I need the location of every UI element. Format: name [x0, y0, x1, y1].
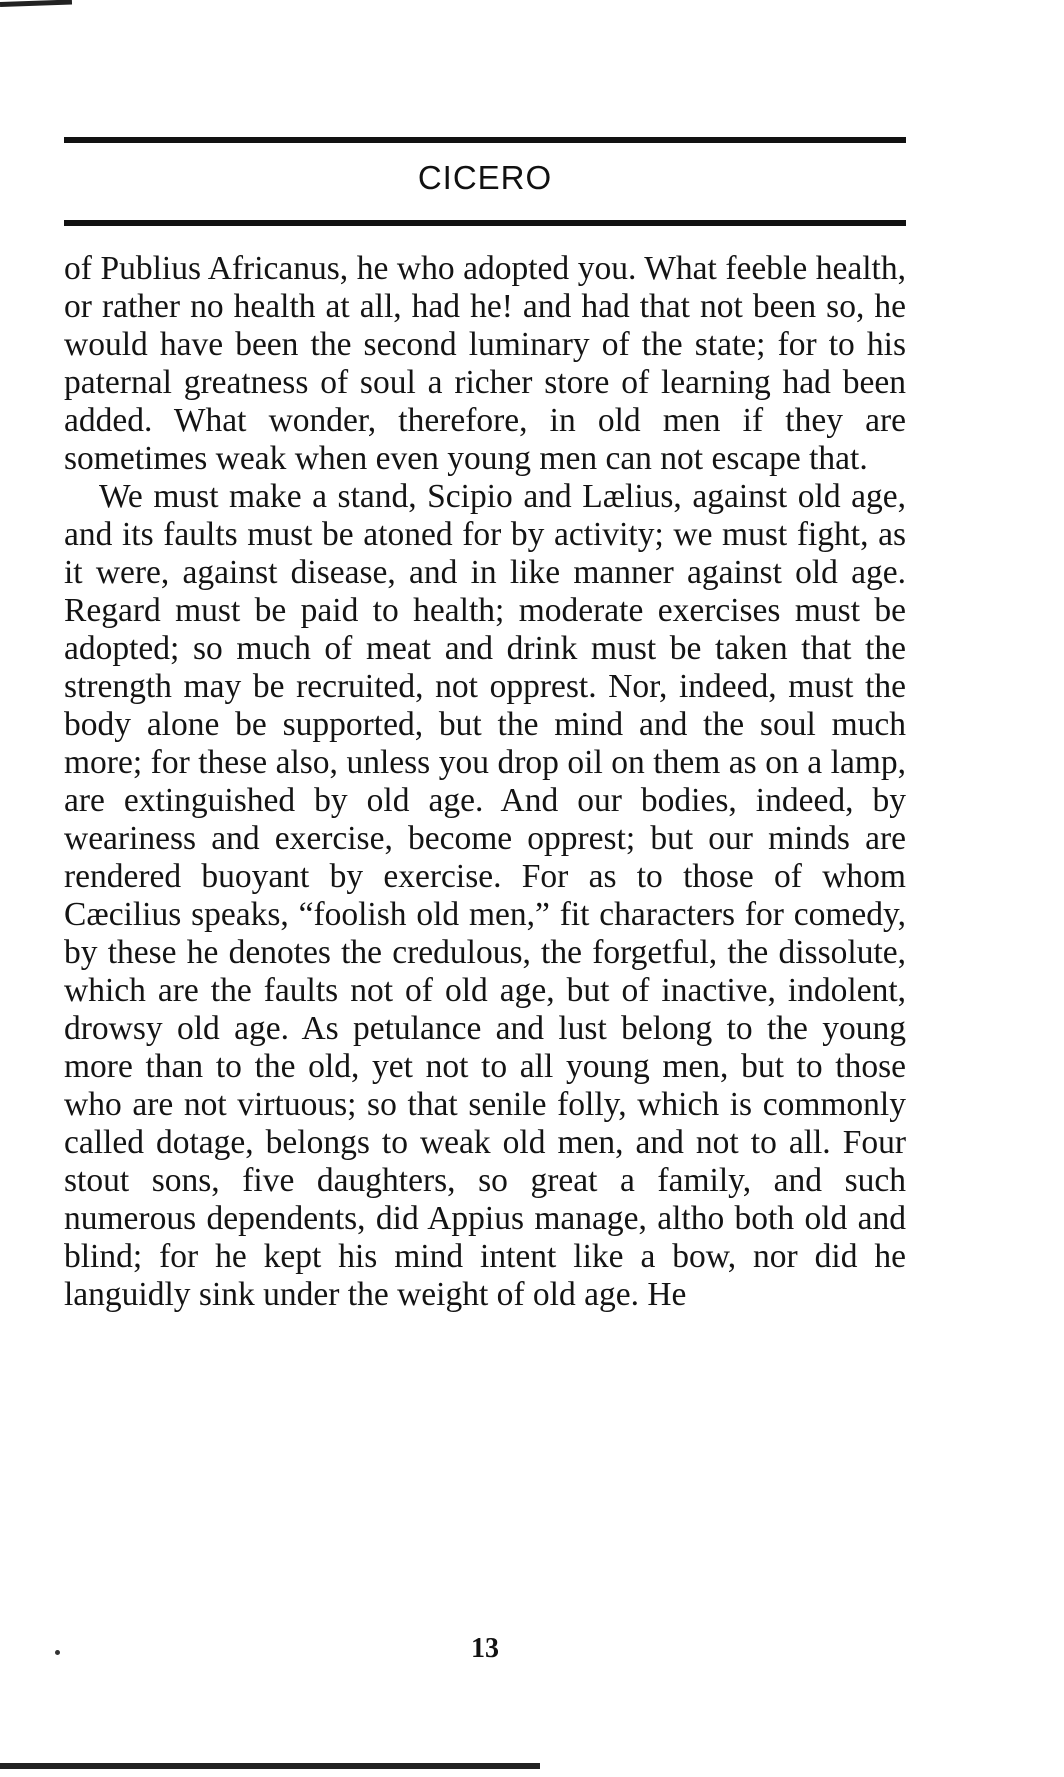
scan-corner-mark: [0, 0, 72, 7]
scan-bottom-mark: [0, 1763, 540, 1769]
paragraph: We must make a stand, Scipio and Lælius, against old age, and its faults must be atoned for by activity; we must fight, as it were, against disease, and in like manner against old age. Regard must be paid to health; moderate exercises must be adopted; so much of meat and drink must be taken that the strength may be recruited, not opprest. Nor, indeed, must the body alone be supported, but the mind and the soul much more; for these also, unless you drop oil on them as on a lamp, are extinguished by old age. And our bodies, indeed, by weariness and exercise, become opprest; but our minds are rendered buoyant by exercise. For as to those of whom Cæcilius speaks, “foolish old men,” fit characters for comedy, by these he denotes the credulous, the forgetful, the dissolute, which are the faults not of old age, but of inactive, indolent, drowsy old age. As petulance and lust belong to the young more than to the old, yet not to all young men, but to those who are not virtuous; so that senile folly, which is commonly called dotage, belongs to weak old men, and not to all. Four stout sons, five daughters, so great a family, and such numerous dependents, did Appius manage, altho both old and blind; for he kept his mind intent like a bow, nor did he languidly sink under the weight of old age. He: [64, 478, 906, 1313]
body-text: [64, 250, 906, 1314]
paragraph-continuation: of Publius Africanus, he who adopted you. What feeble health, or rather no health at all, had he! and had that not been so, he would have been the second luminary of the state; for to his paternal greatness of soul a richer store of learning had been added. What wonder, therefore, in old men if they are sometimes weak when even young men can not escape that.: [64, 250, 906, 477]
book-page: [64, 0, 906, 1777]
running-head: CICERO: [417, 159, 553, 196]
scan-speck: [55, 1650, 60, 1655]
page-number: 13: [471, 1633, 499, 1664]
header-rule-bottom: [64, 220, 906, 226]
header-rule-top: [64, 137, 906, 143]
